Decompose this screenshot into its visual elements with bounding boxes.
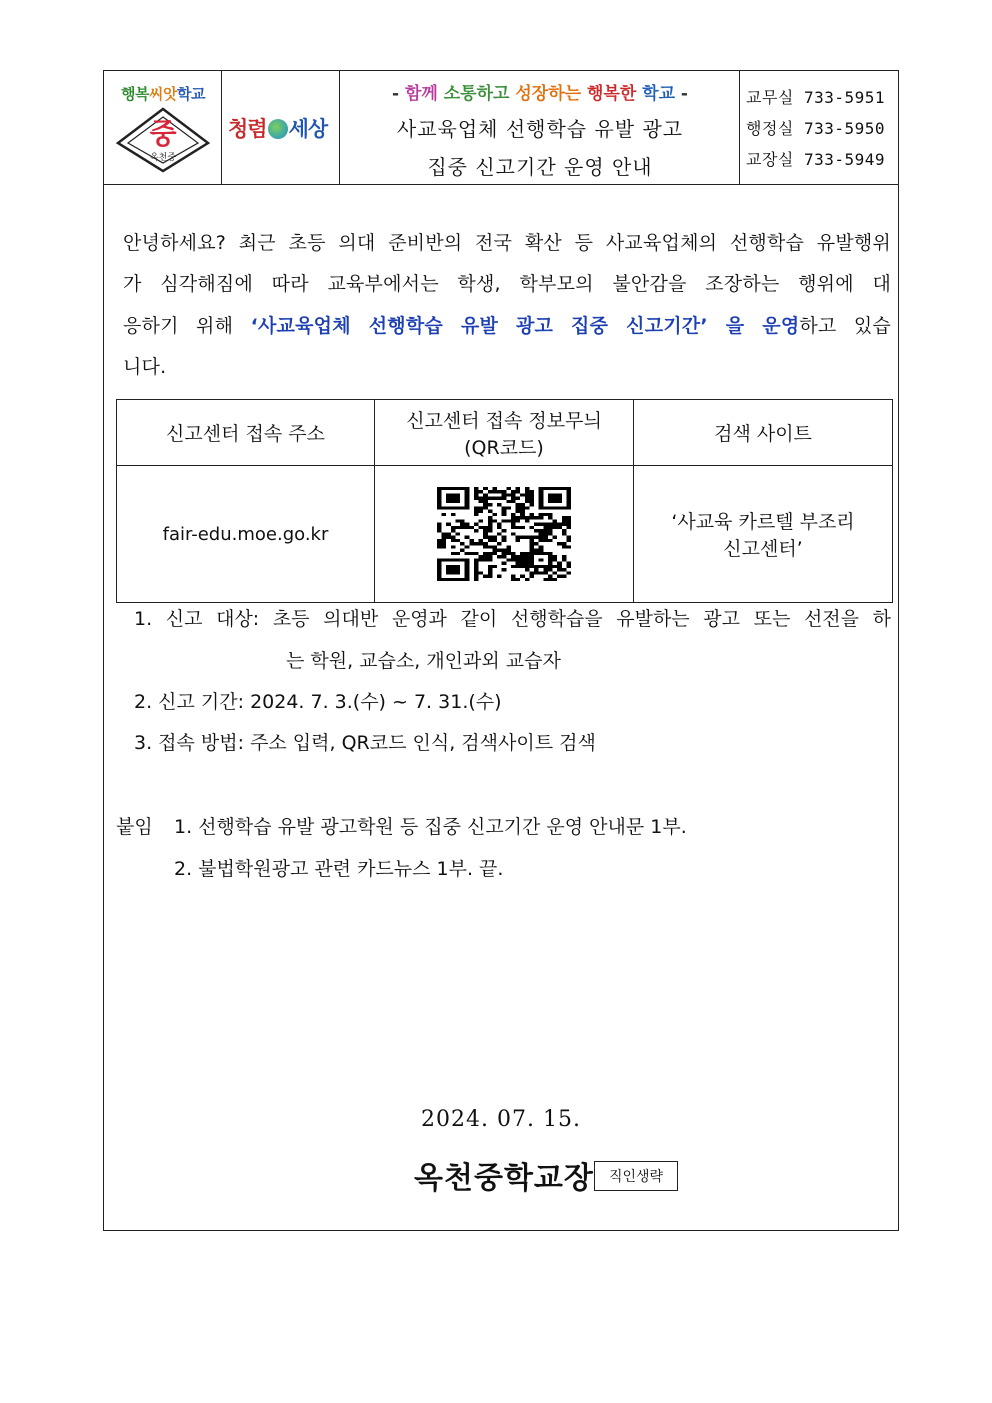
title-block bbox=[340, 71, 740, 184]
report-url[interactable]: fair-edu.moe.go.kr bbox=[117, 466, 375, 603]
attachment-label: 붙임 bbox=[116, 816, 153, 838]
search-site-cell: ‘사교육 카르텔 부조리 신고센터’ bbox=[634, 466, 893, 603]
signer-name: 옥천중학교장 bbox=[414, 1161, 594, 1196]
campaign-word-left: 청렴 bbox=[228, 117, 267, 141]
table-row bbox=[117, 466, 893, 603]
campaign-word-right: 세상 bbox=[288, 117, 328, 141]
issue-date: 2024. 07. 15. bbox=[421, 1107, 581, 1132]
item-period: 2. 신고 기간: 2024. 7. 3.(수) ~ 7. 31.(수) bbox=[134, 691, 502, 713]
table-header-row bbox=[117, 400, 893, 466]
phone-principal-office: 교장실 733-5949 bbox=[746, 150, 886, 169]
item-target-line1: 1. 신고 대상: 초등 의대반 운영과 같이 선행학습을 유발하는 광고 또는 선전을 하 bbox=[134, 608, 891, 630]
intro-line-3: 응하기 위해 ‘사교육업체 선행학습 유발 광고 집중 신고기간’ 을 운영하고 있습 bbox=[123, 315, 891, 337]
header-search-site: 검색 사이트 bbox=[634, 400, 893, 466]
report-period-emphasis: ‘사교육업체 선행학습 유발 광고 집중 신고기간’ 을 운영 bbox=[250, 315, 800, 337]
qr-code-cell bbox=[375, 466, 634, 603]
item-method: 3. 접속 방법: 주소 입력, QR코드 인식, 검색사이트 검색 bbox=[134, 732, 596, 754]
phone-academic-office: 교무실 733-5951 bbox=[746, 88, 886, 107]
document-title-line1: 사교육업체 선행학습 유발 광고 bbox=[396, 117, 684, 141]
school-emblem-icon bbox=[114, 105, 212, 175]
attachment-1: 1. 선행학습 유발 광고학원 등 집중 신고기간 운영 안내문 1부. bbox=[174, 816, 687, 838]
official-notice-document bbox=[103, 70, 899, 1231]
item-target-line2: 는 학원, 교습소, 개인과외 교습자 bbox=[286, 650, 561, 672]
globe-icon bbox=[268, 119, 288, 139]
intro-line-4: 니다. bbox=[123, 356, 167, 378]
attachment-2: 2. 불법학원광고 관련 카드뉴스 1부. 끝. bbox=[174, 858, 504, 880]
qr-code-icon[interactable] bbox=[437, 487, 571, 581]
document-title-line2: 집중 신고기간 운영 안내 bbox=[427, 155, 653, 179]
emblem-sub: 옥천중 bbox=[149, 153, 177, 163]
school-logo bbox=[104, 71, 222, 184]
header-qr: 신고센터 접속 정보무늬 (QR코드) bbox=[375, 400, 634, 466]
emblem-char: 중 bbox=[149, 117, 177, 150]
intro-line-2: 가 심각해짐에 따라 교육부에서는 학생, 학부모의 불안감을 조장하는 행위에 대 bbox=[123, 273, 891, 295]
integrity-campaign-logo bbox=[222, 71, 340, 184]
report-center-table bbox=[116, 399, 893, 603]
phone-admin-office: 행정실 733-5950 bbox=[746, 119, 886, 138]
happy-seed-school-label: 행복씨앗학교 bbox=[121, 85, 205, 103]
intro-line-1: 안녕하세요? 최근 초등 의대 준비반의 전국 확산 등 사교육업체의 선행학습 유발행위 bbox=[123, 232, 891, 254]
seal-omitted-box: 직인생략 bbox=[594, 1161, 678, 1191]
document-header bbox=[104, 71, 898, 185]
contact-phones bbox=[740, 71, 898, 184]
school-slogan: - 함께 소통하고 성장하는 행복한 학교 - bbox=[392, 84, 688, 104]
header-address: 신고센터 접속 주소 bbox=[117, 400, 375, 466]
